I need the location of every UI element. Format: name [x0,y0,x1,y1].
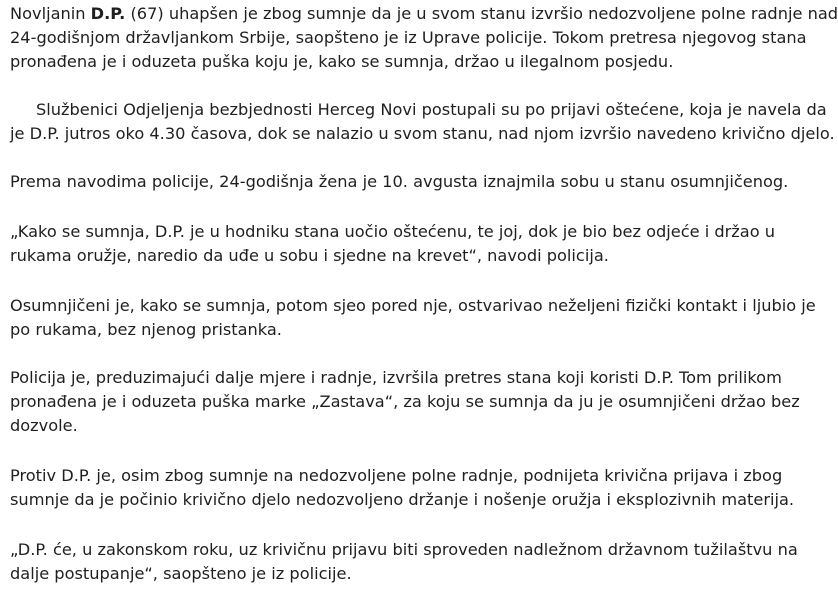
paragraph-intro [10,2,838,74]
paragraph-line: Službenici Odjeljenja bezbjednosti Herceg Novi postupali su po prijavi oštećene, koja je navela da [36,100,827,119]
paragraph-line: Protiv D.P. je, osim zbog sumnje na nedozvoljene polne radnje, podnijeta krivična prijava i zbog [10,466,783,485]
paragraph-police-quote [10,220,775,268]
paragraph-line: dozvole. [10,416,78,435]
paragraph-line: pronađena je i oduzeta puška marke „Zastava“, za koju se sumnja da ju je osumnjičeni držao bez [10,392,800,411]
intro-lead-text: Novljanin [10,4,91,23]
paragraph-line: Policija je, preduzimajući dalje mjere i radnje, izvršila pretres stana koji koristi D.P. Tom prilikom [10,368,782,387]
paragraph-line: „D.P. će, u zakonskom roku, uz krivičnu prijavu biti sproveden nadležnom državnom tužilaštvu na [10,540,798,559]
paragraph-line: Prema navodima policije, 24-godišnja žena je 10. avgusta iznajmila sobu u stanu osumnjičenog. [10,172,789,191]
paragraph-charges [10,464,794,512]
paragraph-line [10,2,838,26]
intro-lead-rest: (67) uhapšen je zbog sumnje da je u svom stanu izvršio nedozvoljene polne radnje nad [125,4,838,23]
paragraph-line: dalje postupanje“, saopšteno je iz policije. [10,564,352,583]
paragraph-line: Osumnjičeni je, kako se sumnja, potom sjeo pored nje, ostvarivao neželjeni fizički kontakt i ljubio je [10,296,816,315]
paragraph-line: „Kako se sumnja, D.P. je u hodniku stana uočio oštećenu, te joj, dok je bio bez odjeće i držao u [10,222,776,241]
suspect-initials: D.P. [90,4,126,23]
paragraph-report [10,98,835,146]
paragraph-line: sumnje da je počinio krivično djelo nedozvoljeno držanje i nošenje oružja i eksplozivnih materija. [10,490,795,509]
paragraph-search [10,366,800,438]
paragraph-line: rukama oružje, naredio da uđe u sobu i sjedne na krevet“, navodi policija. [10,246,609,265]
paragraph-rental [10,170,788,194]
paragraph-closing-quote [10,538,798,586]
paragraph-line: pronađena je i oduzeta puška koju je, kako se sumnja, držao u ilegalnom posjedu. [10,52,674,71]
paragraph-line: je D.P. jutros oko 4.30 časova, dok se nalazio u svom stanu, nad njom izvršio navedeno krivično djelo. [10,124,835,143]
paragraph-contact [10,294,816,342]
paragraph-line: 24-godišnjom državljankom Srbije, saopšteno je iz Uprave policije. Tokom pretresa njegovog stana [10,28,807,47]
paragraph-line: po rukama, bez njenog pristanka. [10,320,282,339]
